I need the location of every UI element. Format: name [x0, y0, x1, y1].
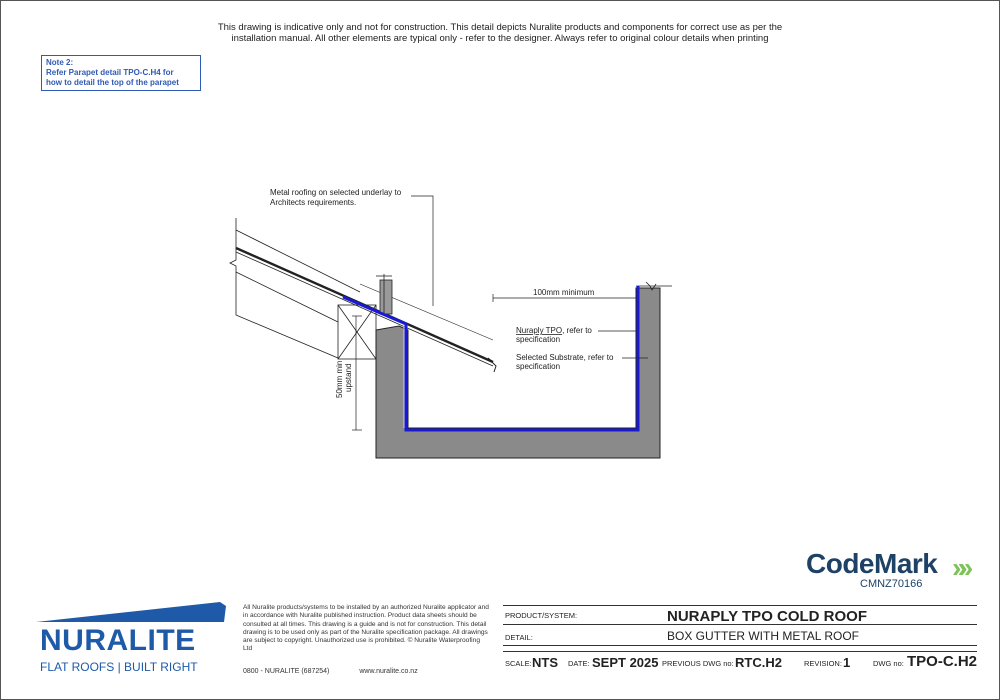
label-nuraply-product: Nuraply TPO: [516, 326, 563, 335]
label-substrate-2: specification: [516, 362, 561, 371]
previous-dwg-label: PREVIOUS DWG no:: [662, 659, 734, 668]
label-metal-roofing-1: Metal roofing on selected underlay to: [270, 188, 402, 197]
previous-dwg-value: RTC.H2: [735, 655, 782, 670]
note-line-2: how to detail the top of the parapet: [46, 78, 179, 87]
label-nuraply-refer: , refer to: [562, 326, 592, 335]
contact-phone: 0800 - NURALITE (687254): [243, 668, 330, 675]
rafter: [230, 218, 360, 358]
codemark-chevrons-icon: »»: [952, 552, 964, 583]
title-block-line: [503, 605, 977, 606]
product-label: PRODUCT/SYSTEM:: [505, 611, 578, 620]
scale-value: NTS: [532, 655, 558, 670]
disclaimer-line-1: This drawing is indicative only and not for construction. This detail depicts Nuralite products and components for correct use as per the: [217, 22, 783, 33]
codemark-number: CMNZ70166: [860, 578, 923, 590]
gutter-substrate: [376, 288, 660, 458]
title-block-line: [503, 651, 977, 652]
logo-roof-shape-icon: [34, 600, 230, 624]
title-block-line: [503, 645, 977, 646]
installation-notice: All Nuralite products/systems to be installed by an authorized Nuralite applicator and in accordance with Nuralite published instruction. Product data sheets should be consulted at all times. This drawing is a guide and is not for construction. This detail drawing is to be used only as part of the Nuralite specification package. All drawings are subject to copyright. Unauthorized use is prohibited. © Nuralite Waterproofing Ltd: [243, 604, 489, 653]
dwg-label: DWG no:: [873, 659, 904, 668]
note-title: Note 2:: [46, 58, 74, 67]
date-label: DATE:: [568, 659, 590, 668]
logo-wordmark: NURALITE: [40, 624, 196, 657]
label-metal-roofing-2: Architects requirements.: [270, 198, 357, 207]
detail-label: DETAIL:: [505, 633, 533, 642]
label-upstand-1: 50mm min: [335, 360, 344, 398]
label-nuraply-2: specification: [516, 335, 561, 344]
codemark-wordmark: CodeMark: [806, 548, 938, 579]
nuralite-logo: [34, 600, 230, 680]
scale-label: SCALE:: [505, 659, 532, 668]
logo-tagline: FLAT ROOFS | BUILT RIGHT: [40, 660, 198, 674]
revision-value: 1: [843, 655, 851, 670]
dwg-value: TPO-C.H2: [907, 653, 978, 670]
timber-block: [338, 305, 376, 359]
contact-line: [243, 668, 446, 675]
revision-label: REVISION:: [804, 659, 842, 668]
codemark-logo: [800, 548, 990, 596]
disclaimer-line-2: installation manual. All other elements are typical only - refer to the designer. Always refer to original colour details when printing: [231, 33, 769, 44]
label-substrate-1: Selected Substrate, refer to: [516, 353, 614, 362]
product-value: NURAPLY TPO COLD ROOF: [667, 608, 868, 625]
roof-fixing: [376, 274, 392, 316]
label-upstand-2: upstand: [344, 363, 353, 392]
leader-metal-roofing: [411, 196, 433, 306]
dimension-50mm-upstand: [352, 316, 362, 430]
contact-website: www.nuralite.co.nz: [359, 668, 418, 675]
note-line-1: Refer Parapet detail TPO-C.H4 for: [46, 68, 174, 77]
label-100mm-minimum: 100mm minimum: [533, 288, 595, 297]
detail-value: BOX GUTTER WITH METAL ROOF: [667, 629, 859, 643]
label-nuraply-1: [516, 326, 592, 335]
metal-roofing: [236, 248, 496, 372]
date-value: SEPT 2025: [592, 655, 659, 670]
